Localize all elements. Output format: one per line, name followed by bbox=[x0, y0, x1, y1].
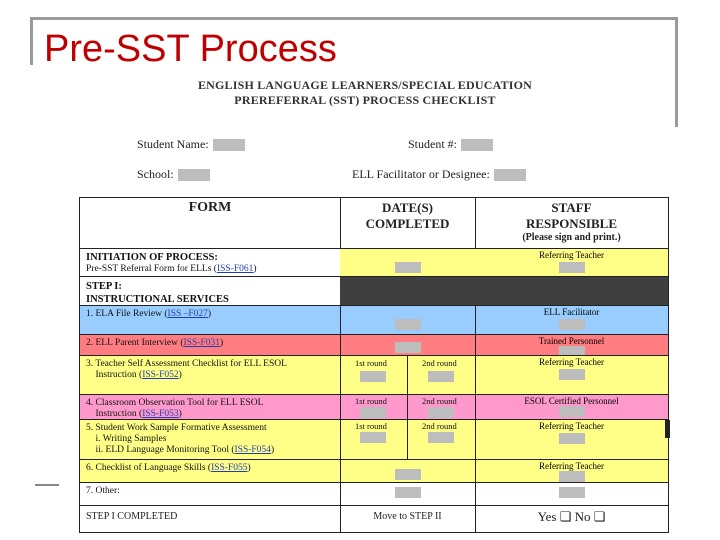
checklist-header-line1: ENGLISH LANGUAGE LEARNERS/SPECIAL EDUCATION bbox=[197, 78, 533, 92]
form-link-iss-f061[interactable]: ISS-F061 bbox=[216, 264, 254, 274]
staff-signature-field[interactable] bbox=[559, 471, 585, 482]
table-row-1: 1. ELA File Review (ISS –F027) ELL Facilitator bbox=[80, 306, 668, 334]
round2-label: 2nd round bbox=[422, 421, 457, 431]
staff-signature-field[interactable] bbox=[559, 487, 585, 498]
initiation-title: INITIATION OF PROCESS: bbox=[86, 252, 218, 263]
date-field[interactable] bbox=[395, 319, 421, 330]
slide-frame-top bbox=[30, 17, 678, 20]
table-row-6: 6. Checklist of Language Skills (ISS-F055) Referring Teacher bbox=[80, 460, 668, 482]
school-label: School: bbox=[137, 167, 174, 181]
table-edge-mark bbox=[665, 420, 670, 438]
initiation-text: Pre-SST Referral Form for ELLs ( bbox=[86, 264, 217, 274]
staff-label: Referring Teacher bbox=[539, 250, 604, 260]
checklist-header-line2: PREREFERRAL (SST) PROCESS CHECKLIST bbox=[234, 93, 496, 107]
table-row-5: 5. Student Work Sample Formative Assessment i. Writing Samples ii. ELD Language Monitoring Tool (ISS-F054) 1st round 2nd round Referring Teacher bbox=[80, 420, 668, 459]
school-input[interactable] bbox=[178, 169, 210, 181]
move-to-step2-label: Move to STEP II bbox=[373, 511, 442, 522]
staff-label: ELL Facilitator bbox=[543, 307, 600, 317]
round2-label: 2nd round bbox=[422, 358, 457, 368]
staff-label: Referring Teacher bbox=[539, 421, 604, 431]
col-staff-label3: (Please sign and print.) bbox=[522, 232, 621, 243]
facilitator-field bbox=[352, 167, 526, 182]
date-field[interactable] bbox=[395, 342, 421, 353]
table-row-2: 2. ELL Parent Interview (ISS-F031) Trained Personnel bbox=[80, 335, 668, 355]
step1-subtitle: INSTRUCTIONAL SERVICES bbox=[86, 294, 229, 305]
yes-no-checkboxes[interactable]: Yes ❏ No ❏ bbox=[537, 509, 606, 524]
form-link-iss-f055[interactable]: ISS-F055 bbox=[211, 463, 248, 473]
round1-label: 1st round bbox=[355, 396, 387, 406]
round1-label: 1st round bbox=[355, 358, 387, 368]
table-row-4: 4. Classroom Observation Tool for ELL ESOL Instruction (ISS-F053) 1st round 2nd round ESOL Certified Personnel bbox=[80, 395, 668, 419]
student-number-field bbox=[408, 137, 493, 152]
step1-completed-label: STEP I COMPLETED bbox=[86, 511, 178, 522]
date-field-round2[interactable] bbox=[428, 371, 454, 382]
round2-label: 2nd round bbox=[422, 396, 457, 406]
table-row-completed bbox=[80, 506, 668, 532]
student-name-input[interactable] bbox=[213, 139, 245, 151]
col-dates-label2: COMPLETED bbox=[365, 216, 450, 231]
form-link-iss-f054[interactable]: ISS-F054 bbox=[234, 445, 271, 455]
staff-signature-field[interactable] bbox=[559, 406, 585, 417]
table-header-row bbox=[80, 198, 668, 248]
col-form-label: FORM bbox=[188, 200, 232, 215]
date-field-round1[interactable] bbox=[360, 432, 386, 443]
student-name-label: Student Name: bbox=[137, 137, 209, 151]
student-name-field bbox=[137, 137, 245, 152]
col-form-header bbox=[80, 198, 341, 248]
date-field-round2[interactable] bbox=[428, 432, 454, 443]
date-field[interactable] bbox=[395, 469, 421, 480]
staff-label: ESOL Certified Personnel bbox=[524, 396, 619, 406]
col-dates-label1: DATE(S) bbox=[381, 200, 434, 215]
round1-label: 1st round bbox=[355, 421, 387, 431]
date-field-round1[interactable] bbox=[360, 407, 386, 418]
staff-signature-field[interactable] bbox=[559, 262, 585, 273]
form-link-iss-f052[interactable]: ISS-F052 bbox=[142, 370, 179, 380]
table-row-3: 3. Teacher Self Assessment Checklist for ELL ESOL Instruction (ISS-F052) 1st round 2nd round Referring Teacher bbox=[80, 356, 668, 394]
staff-label: Referring Teacher bbox=[539, 461, 604, 471]
staff-label: Trained Personnel bbox=[538, 336, 605, 346]
slide-frame-left bbox=[30, 17, 33, 65]
form-link-iss-f027[interactable]: ISS –F027 bbox=[167, 309, 208, 319]
col-staff-label2: RESPONSIBLE bbox=[525, 216, 618, 231]
student-number-label: Student #: bbox=[408, 137, 458, 151]
table-row-initiation: INITIATION OF PROCESS: Pre-SST Referral Form for ELLs (ISS-F061) Referring Teacher bbox=[80, 249, 668, 276]
facilitator-label: ELL Facilitator or Designee: bbox=[352, 167, 490, 181]
school-field bbox=[137, 167, 210, 182]
facilitator-input[interactable] bbox=[494, 169, 526, 181]
form-link-iss-f031[interactable]: ISS-F031 bbox=[183, 338, 220, 348]
form-link-iss-f053[interactable]: ISS-F053 bbox=[142, 409, 179, 419]
staff-signature-field[interactable] bbox=[559, 433, 585, 444]
date-field[interactable] bbox=[395, 262, 421, 273]
slide-decoration-dash bbox=[35, 484, 59, 486]
staff-signature-field[interactable] bbox=[559, 369, 585, 380]
checklist-table bbox=[79, 197, 669, 533]
staff-label: Referring Teacher bbox=[539, 357, 604, 367]
col-staff-label1: STAFF bbox=[551, 200, 592, 215]
date-field[interactable] bbox=[395, 487, 421, 498]
step1-title: STEP I: bbox=[86, 281, 122, 292]
col-dates-header bbox=[340, 198, 476, 248]
staff-signature-field[interactable] bbox=[559, 319, 585, 330]
slide-title: Pre-SST Process bbox=[44, 28, 337, 70]
table-row-step1 bbox=[80, 277, 668, 305]
student-number-input[interactable] bbox=[461, 139, 493, 151]
col-staff-header bbox=[475, 198, 668, 248]
slide-frame-right bbox=[675, 17, 678, 127]
table-row-7: 7. Other: bbox=[80, 483, 668, 505]
date-field-round1[interactable] bbox=[360, 371, 386, 382]
date-field-round2[interactable] bbox=[428, 407, 454, 418]
